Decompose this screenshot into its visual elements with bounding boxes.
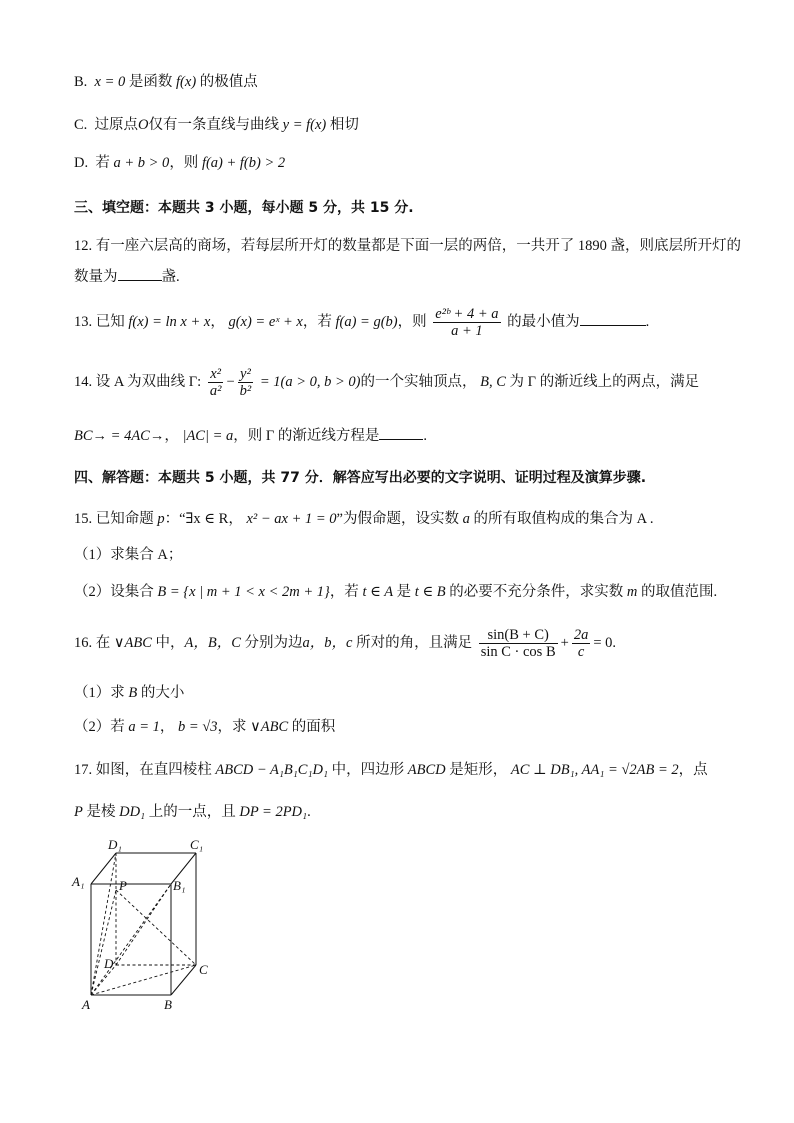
label-b1: B₁ bbox=[173, 878, 186, 893]
fraction-y2-b2: $\frac{\text{y²}}{\text{b²}}$ bbox=[239, 366, 252, 400]
label-a: A bbox=[82, 997, 90, 1012]
line-ad1 bbox=[91, 853, 116, 995]
question-13: 13. 已知 f(x) = ln x + x， g(x) = eˣ + x，若 f(a) = g(b)，则 $\frac{\text{e²ᵇ + 4 + a}}{a + 1}$ 的最小值为 . bbox=[74, 306, 650, 340]
label-c1: C₁ bbox=[190, 837, 204, 852]
label-a1: A₁ bbox=[72, 874, 85, 889]
fraction-x2-a2: $\frac{\text{x²}}{\text{a²}}$ bbox=[209, 366, 222, 400]
question-12-line-2: 数量为 盏. bbox=[74, 266, 180, 287]
question-14-line-2: BC→ = 4AC→， |AC| = a，则 Γ 的渐近线方程是 . bbox=[74, 425, 427, 446]
option-c: C. 过原点O仅有一条直线与曲线 y = f(x) 相切 bbox=[74, 117, 359, 133]
question-15: 15. 已知命题 p：“∃x ∈ R， x² − ax + 1 = 0”为假命题，设实数 a 的所有取值构成的集合为 A . bbox=[74, 511, 654, 527]
question-16-part-2: （2）若 a = 1， b = √3，求 ∨ABC 的面积 bbox=[74, 719, 336, 735]
question-16-part-1: （1）求 B 的大小 bbox=[74, 685, 185, 701]
line-pc bbox=[116, 890, 196, 965]
fraction-sin: $\frac{\sin(B + C)}{\text{sin C · cos B}}$ bbox=[480, 627, 556, 661]
label-b: B bbox=[164, 997, 172, 1012]
prism-figure bbox=[66, 832, 226, 1014]
edge-a1d1 bbox=[91, 853, 116, 884]
question-15-part-2: （2）设集合 B = {x | m + 1 < x < 2m + 1}，若 t ∈ A 是 t ∈ B 的必要不充分条件，求实数 m 的取值范围. bbox=[74, 584, 718, 600]
edge-bc bbox=[171, 965, 196, 995]
section-4-heading: 四、解答题：本题共 5 小题，共 77 分．解答应写出必要的文字说明、证明过程及演算步骤. bbox=[74, 470, 647, 486]
question-15-part-1: （1）求集合 A； bbox=[74, 547, 183, 563]
fraction-2a-c: $\frac{2a}{c}$ bbox=[573, 627, 589, 661]
section-3-heading: 三、填空题：本题共 3 小题，每小题 5 分，共 15 分. bbox=[74, 200, 414, 216]
question-12-line-1: 12. 有一座六层高的商场，若每层所开灯的数量都是下面一层的两倍，一共开了 1890 盏，则底层所开灯的 bbox=[74, 238, 741, 254]
fraction-13: $\frac{\text{e²ᵇ + 4 + a}}{a + 1}$ bbox=[435, 306, 499, 340]
answer-blank-14[interactable] bbox=[379, 425, 423, 440]
label-d: D bbox=[104, 956, 114, 971]
question-16: 16. 在 ∨ABC 中，A，B，C 分别为边a，b，c 所对的角，且满足 $\frac{\sin(B + C)}{\text{sin C · cos B}}$ + $\frac{2a}{c}$ = 0. bbox=[74, 627, 616, 661]
label-c: C bbox=[199, 962, 208, 977]
label-d1: D₁ bbox=[108, 837, 122, 852]
option-d: D. 若 a + b > 0，则 f(a) + f(b) > 2 bbox=[74, 155, 286, 171]
option-b: B. x = 0 是函数 f(x) 的极值点 bbox=[74, 74, 258, 90]
label-p: P bbox=[119, 878, 127, 893]
answer-blank-13[interactable] bbox=[580, 311, 646, 326]
question-17-line-2: P 是棱 DD₁ 上的一点，且 DP = 2PD₁. bbox=[74, 804, 311, 820]
answer-blank-12[interactable] bbox=[118, 266, 162, 281]
line-ap bbox=[91, 890, 116, 995]
question-17-line-1: 17. 如图，在直四棱柱 ABCD − A₁B₁C₁D₁ 中，四边形 ABCD 是矩形， AC ⊥ DB₁, AA₁ = √2AB = 2，点 bbox=[74, 762, 708, 778]
question-14-line-1: 14. 设 A 为双曲线 Γ: $\frac{\text{x²}}{\text{a²}}$ − $\frac{\text{y²}}{\text{b²}}$ = 1(a > 0, b > 0)的一个实轴顶点， B, C 为 Γ 的渐近线上的两点，满足 bbox=[74, 366, 700, 400]
line-ab1 bbox=[91, 884, 171, 995]
